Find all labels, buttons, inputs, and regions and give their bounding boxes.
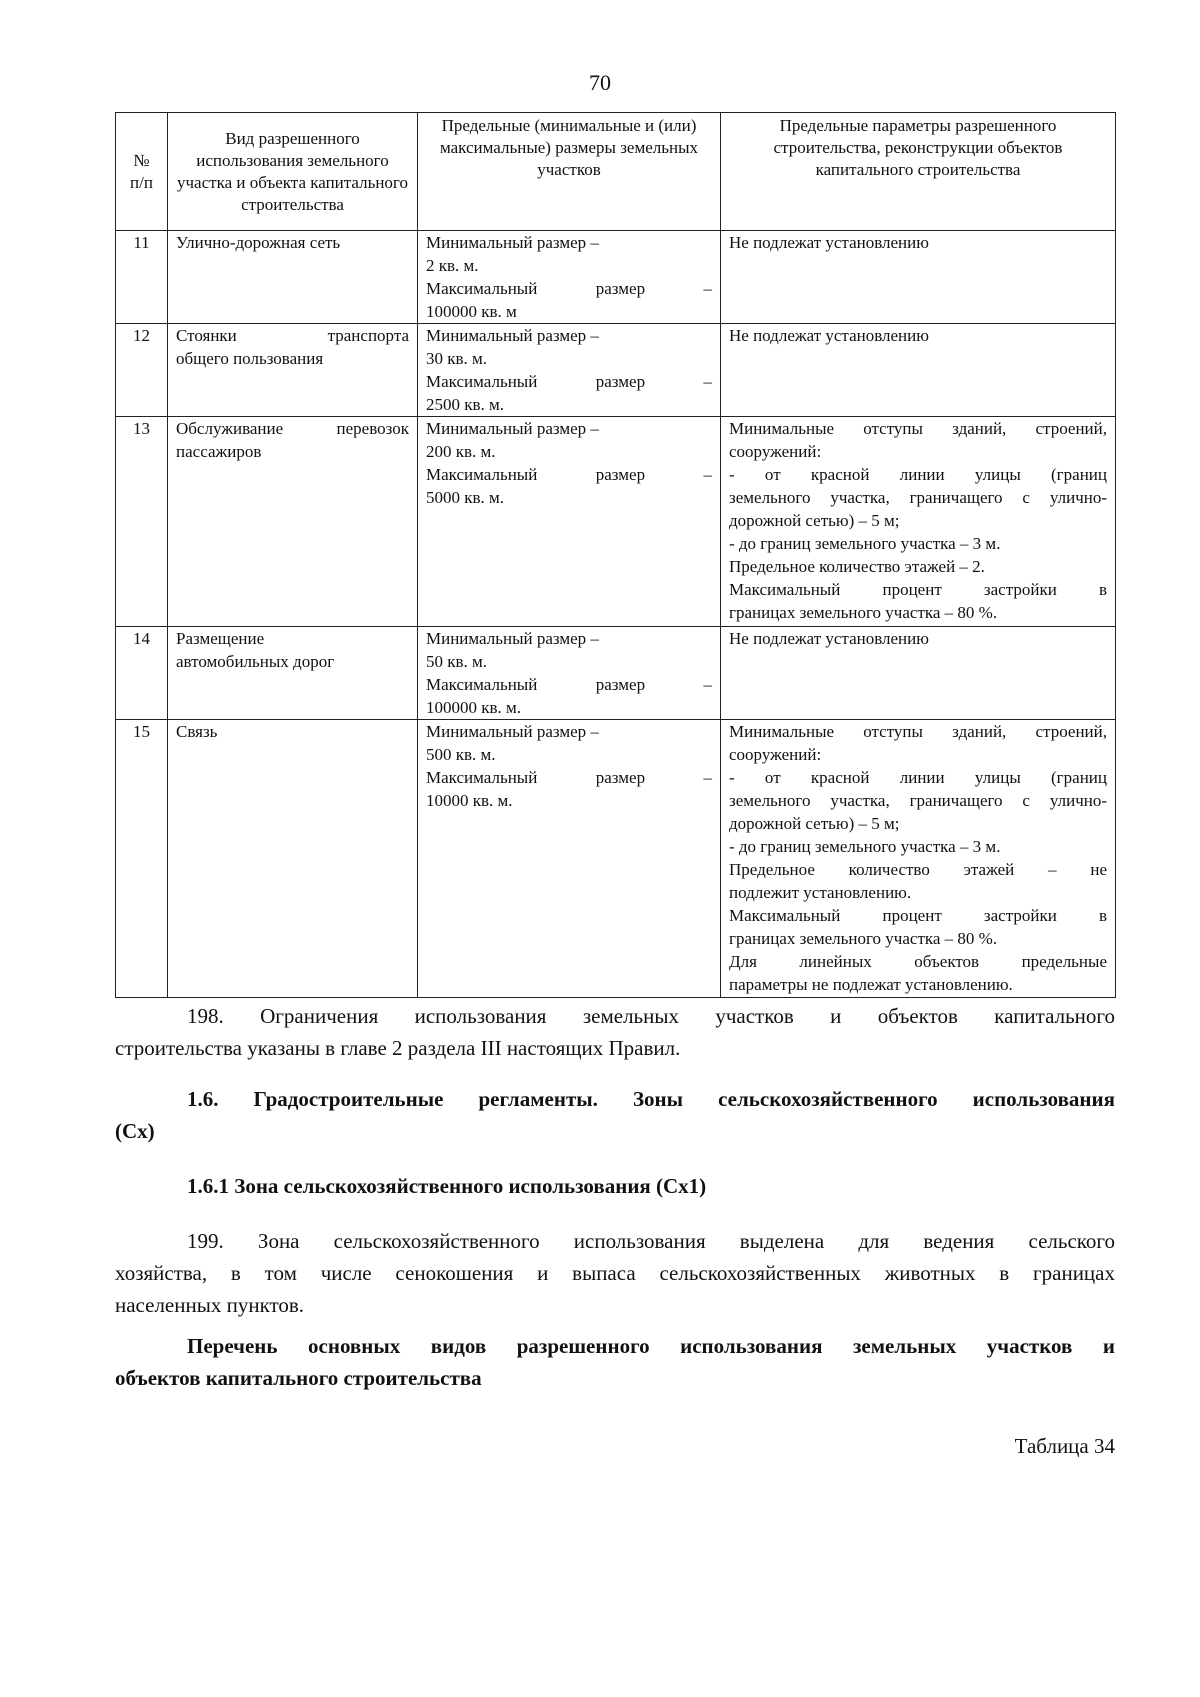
kind-line: Стоянки транспорта bbox=[176, 326, 409, 345]
row-params bbox=[721, 417, 1116, 627]
kind-line: Размещение bbox=[176, 629, 265, 648]
max-size-line bbox=[426, 766, 712, 789]
max-size-line bbox=[426, 463, 712, 486]
params-line: Не подлежат установлению bbox=[729, 326, 929, 345]
header-sizes: Предельные (минимальные и (или) максимальные) размеры земельных участков bbox=[418, 113, 721, 231]
header-kind: Вид разрешенного использования земельного участка и объекта капитального строительства bbox=[168, 113, 418, 231]
paragraph-198-line1: 198. Ограничения использования земельных участков и объектов капитального bbox=[187, 1004, 1115, 1028]
paragraph-198 bbox=[115, 1000, 1115, 1064]
max-size-value: 100000 кв. м bbox=[426, 302, 517, 321]
params-line: земельного участка, граничащего с улично- bbox=[729, 488, 1107, 507]
max-size-word: размер bbox=[595, 675, 646, 694]
params-line: границах земельного участка – 80 %. bbox=[729, 603, 998, 622]
section-heading-1-6 bbox=[115, 1083, 1115, 1147]
kind-line: Обслуживание перевозок bbox=[176, 419, 409, 438]
min-size-label: Минимальный размер – bbox=[426, 326, 599, 345]
max-size-value: 100000 кв. м. bbox=[426, 698, 522, 717]
params-line: Не подлежат установлению bbox=[729, 233, 929, 252]
params-line: - от красной линии улицы (границ bbox=[729, 768, 1107, 787]
params-line: сооружений: bbox=[729, 442, 822, 461]
max-size-dash: – bbox=[703, 675, 712, 694]
params-line: - до границ земельного участка – 3 м. bbox=[729, 534, 1001, 553]
min-size-value: 500 кв. м. bbox=[426, 745, 496, 764]
params-line: границах земельного участка – 80 %. bbox=[729, 929, 998, 948]
land-use-regulations-table bbox=[115, 112, 1116, 998]
params-line: - от красной линии улицы (границ bbox=[729, 465, 1107, 484]
min-size-value: 30 кв. м. bbox=[426, 349, 488, 368]
list-heading-line2: объектов капитального строительства bbox=[115, 1366, 482, 1390]
max-size-dash: – bbox=[703, 372, 712, 391]
params-line: дорожной сетью) – 5 м; bbox=[729, 511, 900, 530]
header-num-line1: № bbox=[133, 150, 150, 170]
max-size-word: размер bbox=[595, 372, 646, 391]
kind-line: автомобильных дорог bbox=[176, 652, 335, 671]
min-size-label: Минимальный размер – bbox=[426, 722, 599, 741]
row-num: 14 bbox=[116, 627, 168, 720]
max-size-label: Максимальный bbox=[426, 768, 538, 787]
subsection-heading-1-6-1 bbox=[115, 1170, 1115, 1202]
table-row bbox=[116, 720, 1116, 998]
row-kind bbox=[168, 627, 418, 720]
max-size-word: размер bbox=[595, 768, 646, 787]
max-size-label: Максимальный bbox=[426, 675, 538, 694]
row-sizes bbox=[418, 627, 721, 720]
row-params bbox=[721, 720, 1116, 998]
min-size-value: 50 кв. м. bbox=[426, 652, 488, 671]
row-params bbox=[721, 231, 1116, 324]
table-row bbox=[116, 627, 1116, 720]
params-line: дорожной сетью) – 5 м; bbox=[729, 814, 900, 833]
params-line: подлежит установлению. bbox=[729, 883, 912, 902]
list-heading-line1: Перечень основных видов разрешенного использования земельных участков и bbox=[187, 1334, 1115, 1358]
row-num: 15 bbox=[116, 720, 168, 998]
params-line: земельного участка, граничащего с улично- bbox=[729, 791, 1107, 810]
params-line: параметры не подлежат установлению. bbox=[729, 975, 1013, 994]
paragraph-199 bbox=[115, 1225, 1115, 1321]
max-size-dash: – bbox=[703, 465, 712, 484]
row-num: 12 bbox=[116, 324, 168, 417]
max-size-line bbox=[426, 370, 712, 393]
params-line: - до границ земельного участка – 3 м. bbox=[729, 837, 1001, 856]
max-size-label: Максимальный bbox=[426, 372, 538, 391]
row-sizes bbox=[418, 324, 721, 417]
row-kind: Связь bbox=[168, 720, 418, 998]
header-num-line2: п/п bbox=[130, 172, 153, 192]
min-size-label: Минимальный размер – bbox=[426, 629, 599, 648]
max-size-word: размер bbox=[595, 465, 646, 484]
row-sizes bbox=[418, 720, 721, 998]
max-size-dash: – bbox=[703, 279, 712, 298]
max-size-dash: – bbox=[703, 768, 712, 787]
max-size-word: размер bbox=[595, 279, 646, 298]
row-kind bbox=[168, 417, 418, 627]
params-line: Не подлежат установлению bbox=[729, 629, 929, 648]
section-heading-1-6-line1: 1.6. Градостроительные регламенты. Зоны сельскохозяйственного использования bbox=[187, 1087, 1115, 1111]
row-num: 13 bbox=[116, 417, 168, 627]
row-kind bbox=[168, 324, 418, 417]
params-line: Предельное количество этажей – не bbox=[729, 860, 1107, 879]
row-num: 11 bbox=[116, 231, 168, 324]
params-line: Для линейных объектов предельные bbox=[729, 952, 1107, 971]
max-size-value: 10000 кв. м. bbox=[426, 791, 513, 810]
paragraph-199-line3: населенных пунктов. bbox=[115, 1293, 305, 1317]
table-caption: Таблица 34 bbox=[1014, 1434, 1115, 1458]
min-size-value: 200 кв. м. bbox=[426, 442, 496, 461]
params-line: Минимальные отступы зданий, строений, bbox=[729, 722, 1107, 741]
params-line: Минимальные отступы зданий, строений, bbox=[729, 419, 1107, 438]
kind-line: пассажиров bbox=[176, 442, 262, 461]
table-row bbox=[116, 417, 1116, 627]
row-sizes bbox=[418, 231, 721, 324]
min-size-value: 2 кв. м. bbox=[426, 256, 479, 275]
max-size-label: Максимальный bbox=[426, 279, 538, 298]
paragraph-199-line2: хозяйства, в том числе сенокошения и выпаса сельскохозяйственных животных в границах bbox=[115, 1261, 1115, 1285]
params-line: Максимальный процент застройки в bbox=[729, 906, 1107, 925]
row-kind: Улично-дорожная сеть bbox=[168, 231, 418, 324]
row-params bbox=[721, 324, 1116, 417]
params-line: сооружений: bbox=[729, 745, 822, 764]
max-size-line bbox=[426, 673, 712, 696]
header-params: Предельные параметры разрешенного строительства, реконструкции объектов капитального строительства bbox=[721, 113, 1116, 231]
max-size-label: Максимальный bbox=[426, 465, 538, 484]
table-header-row bbox=[116, 113, 1116, 231]
min-size-label: Минимальный размер – bbox=[426, 419, 599, 438]
table-row bbox=[116, 231, 1116, 324]
section-heading-1-6-line2: (Сх) bbox=[115, 1119, 155, 1143]
list-heading bbox=[115, 1330, 1115, 1394]
min-size-label: Минимальный размер – bbox=[426, 233, 599, 252]
header-num bbox=[116, 113, 168, 231]
max-size-value: 2500 кв. м. bbox=[426, 395, 505, 414]
page-number: 70 bbox=[589, 70, 611, 95]
params-line: Предельное количество этажей – 2. bbox=[729, 557, 985, 576]
max-size-line bbox=[426, 277, 712, 300]
table-row bbox=[116, 324, 1116, 417]
kind-line: общего пользования bbox=[176, 349, 324, 368]
subsection-heading-1-6-1-text: 1.6.1 Зона сельскохозяйственного использования (Сх1) bbox=[187, 1174, 707, 1198]
row-sizes bbox=[418, 417, 721, 627]
paragraph-198-line2: строительства указаны в главе 2 раздела III настоящих Правил. bbox=[115, 1036, 681, 1060]
row-params bbox=[721, 627, 1116, 720]
paragraph-199-line1: 199. Зона сельскохозяйственного использования выделена для ведения сельского bbox=[187, 1229, 1115, 1253]
max-size-value: 5000 кв. м. bbox=[426, 488, 505, 507]
params-line: Максимальный процент застройки в bbox=[729, 580, 1107, 599]
